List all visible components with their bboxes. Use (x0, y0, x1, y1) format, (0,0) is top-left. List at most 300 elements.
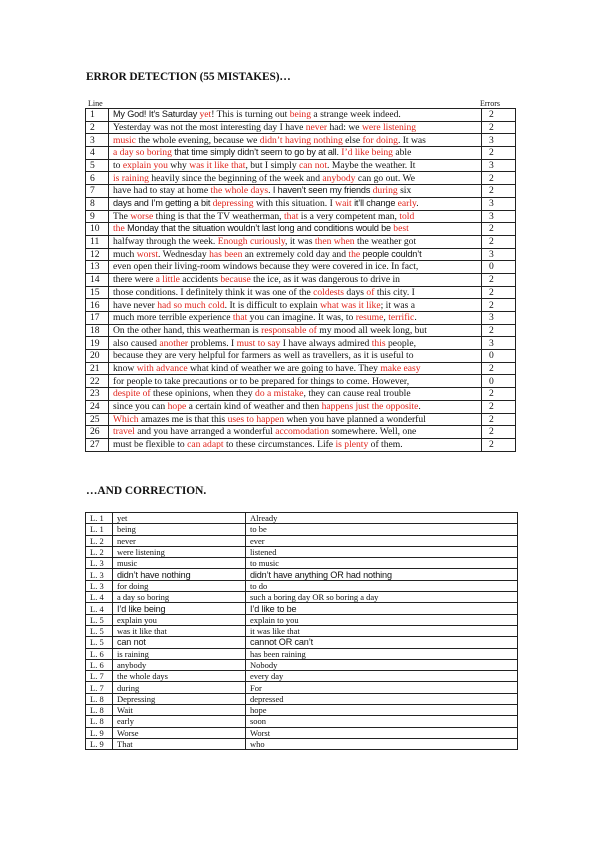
error-highlight: make easy (380, 362, 421, 374)
correction-row (86, 693, 518, 704)
text-segment: six (397, 185, 412, 197)
error-highlight: wait (335, 198, 352, 210)
error-highlight: Enough curiously (217, 236, 286, 248)
text-segment: Monday that the situation wouldn’t last long and conditions would be (124, 223, 394, 234)
text-segment: when you have planned a wonderful (284, 413, 426, 425)
line-number: 7 (86, 185, 109, 198)
line-text (109, 337, 482, 350)
line-text (109, 172, 482, 185)
corrected-phrase: For (246, 682, 518, 693)
line-column-header: Line (88, 99, 103, 108)
incorrect-phrase: anybody (113, 659, 246, 670)
text-line-row (86, 337, 516, 350)
text-segment: those conditions. I definitely think it was one of the (113, 286, 314, 298)
line-number: 17 (86, 312, 109, 325)
error-highlight: worst (136, 248, 159, 260)
line-number: 25 (86, 413, 109, 426)
correction-row (86, 671, 518, 682)
correction-row (86, 625, 518, 636)
correction-row (86, 603, 518, 614)
correction-line-ref: L. 5 (86, 637, 113, 648)
text-segment: to these circumstances. Life (223, 439, 336, 451)
text-line-row (86, 147, 516, 160)
text-segment: , but I simply (245, 159, 300, 171)
text-line-row (86, 324, 516, 337)
error-count: 2 (482, 286, 516, 299)
correction-line-ref: L. 8 (86, 705, 113, 716)
correction-line-ref: L. 3 (86, 569, 113, 580)
text-line-row (86, 426, 516, 439)
error-highlight: during (372, 185, 398, 197)
error-highlight: depressing (212, 198, 254, 210)
error-count: 3 (482, 197, 516, 210)
error-highlight: despite of (113, 388, 151, 400)
text-segment: know (113, 362, 137, 374)
incorrect-phrase: Worse (113, 727, 246, 738)
line-text (109, 121, 482, 134)
text-segment: problems. I (188, 337, 237, 349)
error-highlight: is plenty (335, 439, 369, 451)
correction-table (85, 512, 518, 750)
error-count: 2 (482, 388, 516, 401)
correction-line-ref: L. 7 (86, 671, 113, 682)
error-highlight: what was it like (320, 299, 381, 311)
incorrect-phrase: during (113, 682, 246, 693)
error-count: 0 (482, 350, 516, 363)
errors-column-header: Errors (480, 99, 500, 108)
text-line-row (86, 388, 516, 401)
incorrect-phrase: That (113, 738, 246, 749)
error-highlight: another (159, 337, 189, 349)
line-text (109, 388, 482, 401)
line-text (109, 299, 482, 312)
text-segment: My God! It’s Saturday (113, 109, 200, 120)
correction-row (86, 648, 518, 659)
corrected-phrase: such a boring day OR so boring a day (246, 592, 518, 603)
error-count: 2 (482, 273, 516, 286)
correction-line-ref: L. 7 (86, 682, 113, 693)
correction-row (86, 558, 518, 569)
text-line-row (86, 350, 516, 363)
correction-line-ref: L. 3 (86, 558, 113, 569)
text-segment: days and I’m getting a bit (113, 198, 213, 209)
text-segment: there were (113, 274, 156, 286)
line-number: 12 (86, 248, 109, 261)
text-line-row (86, 400, 516, 413)
error-highlight: that (283, 210, 299, 222)
text-segment: the weather got (354, 236, 417, 248)
line-number: 14 (86, 273, 109, 286)
text-segment: thing is that the TV weatherman, (153, 210, 284, 222)
line-number: 13 (86, 261, 109, 274)
text-segment: also caused (113, 337, 160, 349)
error-highlight: can adapt (187, 439, 224, 451)
text-segment: you can imagine. It was, to (247, 312, 356, 324)
correction-line-ref: L. 2 (86, 535, 113, 546)
error-highlight: was it like that (189, 159, 246, 171)
text-segment: , they can cause real trouble (303, 388, 411, 400)
incorrect-phrase: Wait (113, 705, 246, 716)
error-highlight: being (289, 109, 312, 121)
line-text (109, 235, 482, 248)
text-segment: accidents (179, 274, 221, 286)
error-highlight: can not (299, 159, 328, 171)
line-number: 4 (86, 147, 109, 160)
error-highlight: worse (130, 210, 154, 222)
text-line-row (86, 312, 516, 325)
line-text (109, 147, 482, 160)
incorrect-phrase: I’d like being (113, 603, 246, 614)
correction-line-ref: L. 5 (86, 625, 113, 636)
error-highlight: then when (314, 236, 355, 248)
text-segment: else (342, 134, 363, 146)
corrected-phrase: cannot OR can’t (246, 637, 518, 648)
error-highlight: must to say (236, 337, 281, 349)
error-count: 2 (482, 413, 516, 426)
line-number: 5 (86, 159, 109, 172)
text-segment: people couldn’t (360, 248, 422, 259)
text-line-row (86, 159, 516, 172)
corrected-phrase: to music (246, 558, 518, 569)
text-line-row (86, 413, 516, 426)
error-highlight: the (113, 223, 125, 235)
error-count: 3 (482, 134, 516, 147)
incorrect-phrase: Depressing (113, 693, 246, 704)
text-segment: I haven’t seen my friends (272, 185, 373, 196)
line-number: 26 (86, 426, 109, 439)
correction-row (86, 513, 518, 524)
text-segment: the whole evening, because we (135, 134, 260, 146)
error-highlight: responsable of (261, 324, 317, 336)
error-highlight: the (348, 248, 361, 260)
incorrect-phrase: for doing (113, 580, 246, 591)
line-number: 18 (86, 324, 109, 337)
text-segment: what kind of weather we are going to have. They (187, 362, 381, 374)
line-text (109, 413, 482, 426)
correction-row (86, 659, 518, 670)
page-title: ERROR DETECTION (55 MISTAKES)… (86, 71, 291, 83)
error-highlight: this (371, 337, 386, 349)
text-segment: must be flexible to (113, 439, 188, 451)
text-segment: able (392, 147, 412, 159)
text-segment: have never (113, 299, 158, 311)
incorrect-phrase: is raining (113, 648, 246, 659)
text-segment: with this situation. I (253, 198, 336, 210)
text-line-row (86, 197, 516, 210)
text-line-row (86, 261, 516, 274)
error-highlight: yet (199, 109, 212, 121)
corrected-phrase: it was like that (246, 625, 518, 636)
text-segment: the ice, as it was dangerous to drive in (250, 274, 400, 286)
correction-line-ref: L. 9 (86, 738, 113, 749)
text-segment: it’ll change (351, 198, 398, 209)
line-text (109, 185, 482, 198)
correction-row (86, 546, 518, 557)
text-segment: The (113, 210, 131, 222)
text-segment: , it was (285, 236, 315, 248)
error-highlight: were listening (361, 121, 417, 133)
correction-row (86, 614, 518, 625)
text-line-row (86, 375, 516, 388)
text-segment: why (167, 159, 190, 171)
error-highlight: with advance (136, 362, 188, 374)
text-line-row (86, 299, 516, 312)
incorrect-phrase: music (113, 558, 246, 569)
error-count: 2 (482, 172, 516, 185)
corrected-phrase: Nobody (246, 659, 518, 670)
line-text (109, 223, 482, 236)
error-highlight: accomodation (275, 426, 330, 438)
correction-row (86, 569, 518, 580)
error-highlight: the whole days (210, 185, 269, 197)
error-highlight: is raining (113, 172, 149, 184)
error-highlight: told (399, 210, 415, 222)
text-line-row (86, 172, 516, 185)
error-highlight: of (366, 286, 375, 298)
corrected-phrase: every day (246, 671, 518, 682)
correction-line-ref: L. 9 (86, 727, 113, 738)
line-number: 6 (86, 172, 109, 185)
incorrect-phrase: early (113, 716, 246, 727)
text-segment: can go out. We (355, 172, 415, 184)
line-number: 27 (86, 438, 109, 451)
text-segment: because they are very helpful for farmers as well as travellers, as it is useful to (113, 350, 414, 362)
correction-row (86, 738, 518, 749)
text-segment: I have always admired (280, 337, 372, 349)
corrected-phrase: depressed (246, 693, 518, 704)
text-segment: . Maybe the weather. It (327, 159, 416, 171)
error-highlight: resume (355, 312, 384, 324)
text-segment: that time simply didn’t seem to go by at all. (171, 147, 342, 158)
line-text (109, 159, 482, 172)
line-number: 16 (86, 299, 109, 312)
line-number: 19 (86, 337, 109, 350)
incorrect-phrase: was it like that (113, 625, 246, 636)
error-count: 2 (482, 121, 516, 134)
error-highlight: that (232, 312, 248, 324)
text-line-row (86, 438, 516, 451)
correction-row (86, 524, 518, 535)
error-count: 2 (482, 324, 516, 337)
error-count: 3 (482, 159, 516, 172)
correction-row (86, 682, 518, 693)
correction-line-ref: L. 3 (86, 580, 113, 591)
text-segment: had: we (327, 121, 362, 133)
correction-line-ref: L. 5 (86, 614, 113, 625)
error-count: 3 (482, 337, 516, 350)
error-highlight: music (113, 134, 136, 146)
corrected-phrase: ever (246, 535, 518, 546)
text-segment: even open their living-room windows because they were covered in ice. In fact, (113, 261, 419, 273)
incorrect-phrase: being (113, 524, 246, 535)
line-number: 9 (86, 210, 109, 223)
correction-line-ref: L. 6 (86, 659, 113, 670)
error-count: 3 (482, 248, 516, 261)
correction-row (86, 592, 518, 603)
incorrect-phrase: can not (113, 637, 246, 648)
corrected-phrase: hope (246, 705, 518, 716)
error-count: 0 (482, 375, 516, 388)
line-number: 20 (86, 350, 109, 363)
error-count: 2 (482, 362, 516, 375)
line-text (109, 426, 482, 439)
error-highlight: Which (113, 413, 139, 425)
text-segment: my mood all week long, but (316, 324, 427, 336)
line-number: 1 (86, 109, 109, 122)
line-text (109, 134, 482, 147)
incorrect-phrase: were listening (113, 546, 246, 557)
text-segment: , (383, 312, 389, 324)
text-segment: somewhere. Well, one (329, 426, 417, 438)
error-detection-table (85, 108, 516, 452)
text-segment: much (113, 248, 137, 260)
text-segment: ; it was a (380, 299, 415, 311)
error-highlight: happens just the opposite (321, 401, 419, 413)
text-segment: . (418, 401, 421, 413)
text-segment: . It is difficult to explain (224, 299, 321, 311)
text-segment: of them. (368, 439, 403, 451)
line-number: 3 (86, 134, 109, 147)
error-count: 0 (482, 261, 516, 274)
text-line-row (86, 223, 516, 236)
corrected-phrase: to do (246, 580, 518, 591)
corrected-phrase: didn’t have anything OR had nothing (246, 569, 518, 580)
incorrect-phrase: never (113, 535, 246, 546)
text-segment: is a very competent man, (298, 210, 400, 222)
error-count: 2 (482, 438, 516, 451)
text-segment: to (113, 159, 123, 171)
correction-line-ref: L. 8 (86, 693, 113, 704)
error-highlight: didn’t having nothing (259, 134, 343, 146)
correction-row (86, 727, 518, 738)
incorrect-phrase: the whole days (113, 671, 246, 682)
error-count: 2 (482, 185, 516, 198)
line-text (109, 312, 482, 325)
corrected-phrase: Already (246, 513, 518, 524)
text-line-row (86, 121, 516, 134)
text-segment: . (414, 312, 417, 324)
correction-row (86, 535, 518, 546)
error-count: 3 (482, 210, 516, 223)
line-text (109, 248, 482, 261)
text-line-row (86, 362, 516, 375)
error-count: 2 (482, 147, 516, 160)
corrected-phrase: who (246, 738, 518, 749)
error-highlight: travel (113, 426, 135, 438)
incorrect-phrase: a day so boring (113, 592, 246, 603)
text-segment: ! This is turning out (211, 109, 290, 121)
text-segment: . (268, 185, 273, 197)
correction-line-ref: L. 4 (86, 592, 113, 603)
line-text (109, 350, 482, 363)
corrected-phrase: explain to you (246, 614, 518, 625)
corrected-phrase: listened (246, 546, 518, 557)
error-highlight: uses to happen (227, 413, 285, 425)
corrected-phrase: has been raining (246, 648, 518, 659)
corrected-phrase: soon (246, 716, 518, 727)
error-highlight: hope (167, 401, 187, 413)
line-number: 24 (86, 400, 109, 413)
error-highlight: a day so boring (113, 147, 172, 159)
corrected-phrase: Worst (246, 727, 518, 738)
text-segment: this city. I (374, 286, 415, 298)
line-number: 8 (86, 197, 109, 210)
text-line-row (86, 286, 516, 299)
correction-row (86, 705, 518, 716)
text-line-row (86, 109, 516, 122)
line-number: 10 (86, 223, 109, 236)
error-highlight: anybody (322, 172, 356, 184)
text-segment: a strange week indeed. (311, 109, 401, 121)
text-segment: for people to take precautions or to be prepared for things to come. However, (113, 375, 410, 387)
text-line-row (86, 185, 516, 198)
error-highlight: do a mistake (255, 388, 304, 400)
correction-row (86, 637, 518, 648)
text-line-row (86, 248, 516, 261)
text-segment: Yesterday was not the most interesting day I have (113, 121, 306, 133)
line-number: 22 (86, 375, 109, 388)
line-text (109, 286, 482, 299)
line-text (109, 273, 482, 286)
error-count: 2 (482, 400, 516, 413)
line-text (109, 400, 482, 413)
error-highlight: best (393, 223, 409, 235)
correction-row (86, 716, 518, 727)
incorrect-phrase: explain you (113, 614, 246, 625)
text-line-row (86, 210, 516, 223)
correction-line-ref: L. 2 (86, 546, 113, 557)
line-number: 15 (86, 286, 109, 299)
error-count: 2 (482, 109, 516, 122)
text-segment: . (416, 198, 419, 210)
error-highlight: for doing (362, 134, 398, 146)
correction-line-ref: L. 1 (86, 513, 113, 524)
error-highlight: early (397, 198, 417, 210)
text-segment: a certain kind of weather and then (186, 401, 322, 413)
error-count: 2 (482, 426, 516, 439)
text-segment: . Wednesday (158, 248, 210, 260)
line-number: 11 (86, 235, 109, 248)
correction-row (86, 580, 518, 591)
line-text (109, 324, 482, 337)
text-line-row (86, 273, 516, 286)
line-text (109, 197, 482, 210)
correction-title: …AND CORRECTION. (86, 485, 207, 497)
line-text (109, 362, 482, 375)
text-segment: and you have arranged a wonderful (134, 426, 276, 438)
text-segment: since you can (113, 401, 168, 413)
text-segment: people, (385, 337, 416, 349)
incorrect-phrase: didn’t have nothing (113, 569, 246, 580)
error-count: 3 (482, 312, 516, 325)
corrected-phrase: to be (246, 524, 518, 535)
text-segment: days (344, 286, 367, 298)
line-text (109, 261, 482, 274)
text-segment: halfway through the week. (113, 236, 218, 248)
line-number: 21 (86, 362, 109, 375)
corrected-phrase: I’d like to be (246, 603, 518, 614)
correction-line-ref: L. 6 (86, 648, 113, 659)
error-highlight: explain you (122, 159, 168, 171)
text-segment: On the other hand, this weatherman is (113, 324, 262, 336)
correction-line-ref: L. 8 (86, 716, 113, 727)
text-segment: an extremely cold day and (242, 248, 349, 260)
error-count: 2 (482, 235, 516, 248)
error-highlight: because (220, 274, 251, 286)
correction-line-ref: L. 4 (86, 603, 113, 614)
correction-line-ref: L. 1 (86, 524, 113, 535)
line-text (109, 210, 482, 223)
